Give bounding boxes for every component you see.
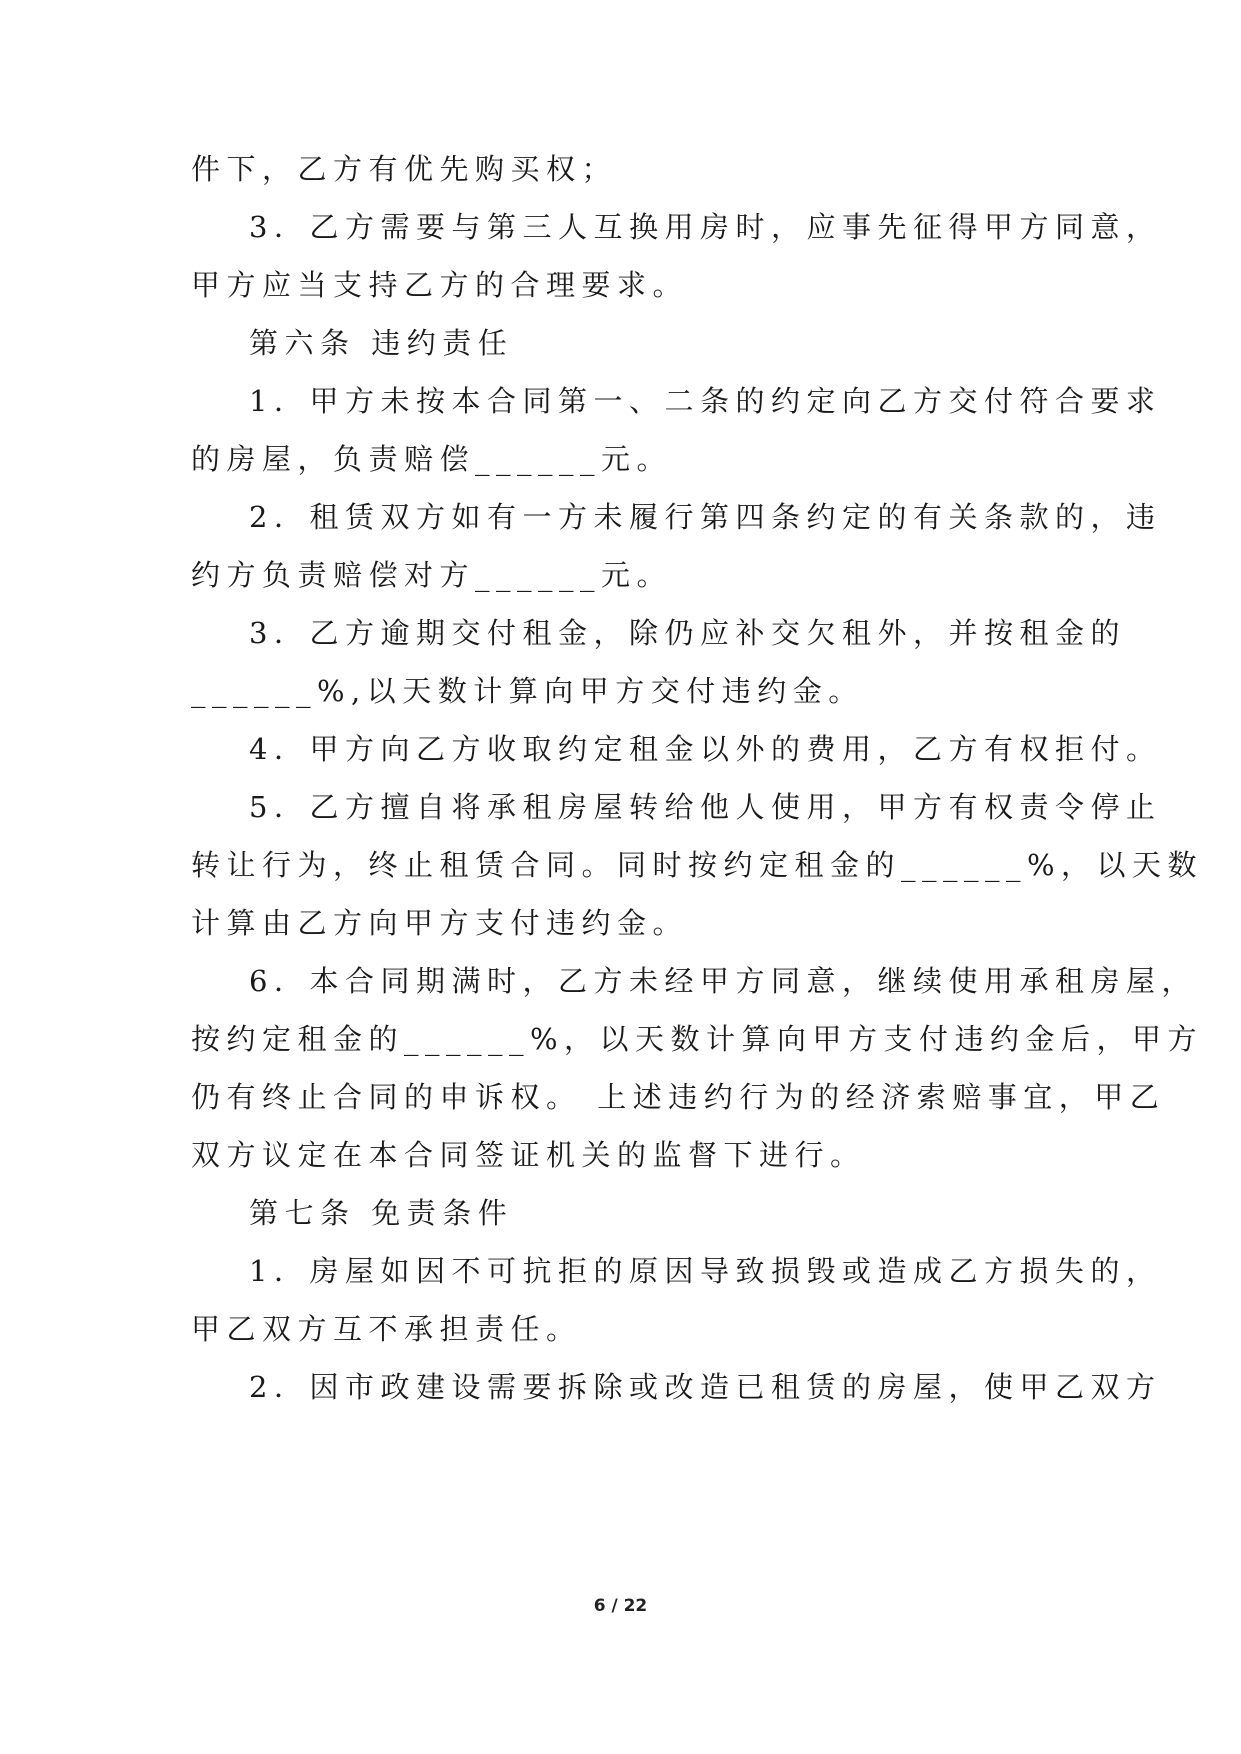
text-line: 件下，乙方有优先购买权；: [191, 152, 618, 186]
text-line: 1．房屋如因不可抗拒的原因导致损毁或造成乙方损失的，: [249, 1254, 1162, 1288]
text-line: 甲方应当支持乙方的合理要求。: [191, 268, 689, 302]
text-line: 甲乙双方互不承担责任。: [191, 1312, 582, 1346]
text-line: 转让行为，终止租赁合同。同时按约定租金的______%，以天数: [191, 848, 1204, 882]
text-line: 4．甲方向乙方收取约定租金以外的费用，乙方有权拒付。: [249, 732, 1162, 766]
text-line: 2．因市政建设需要拆除或改造已租赁的房屋，使甲乙双方: [249, 1370, 1162, 1404]
text-line: 5．乙方擅自将承租房屋转给他人使用，甲方有权责令停止: [249, 790, 1162, 824]
text-line: 按约定租金的______%，以天数计算向甲方支付违约金后，甲方: [191, 1022, 1204, 1056]
text-line: 约方负责赔偿对方______元。: [191, 558, 673, 592]
page-number: 6 / 22: [593, 1596, 648, 1616]
text-line: 2．租赁双方如有一方未履行第四条约定的有关条款的，违: [249, 500, 1162, 534]
text-line: 双方议定在本合同签证机关的监督下进行。: [191, 1138, 866, 1172]
text-line: 6．本合同期满时，乙方未经甲方同意，继续使用承租房屋，: [249, 964, 1197, 998]
text-line: 3．乙方需要与第三人互换用房时，应事先征得甲方同意，: [249, 210, 1162, 244]
text-line: 仍有终止合同的申诉权。 上述违约行为的经济索赔事宜，甲乙: [191, 1080, 1166, 1114]
text-line: 计算由乙方向甲方支付违约金。: [191, 906, 689, 940]
text-line: ______%,以天数计算向甲方交付违约金。: [191, 674, 864, 708]
text-line: 的房屋，负责赔偿______元。: [191, 442, 673, 476]
section-heading: 第七条 免责条件: [249, 1196, 514, 1230]
section-heading: 第六条 违约责任: [249, 326, 514, 360]
text-line: 3．乙方逾期交付租金，除仍应补交欠租外，并按租金的: [249, 616, 1126, 650]
text-line: 1．甲方未按本合同第一、二条的约定向乙方交付符合要求: [249, 384, 1162, 418]
